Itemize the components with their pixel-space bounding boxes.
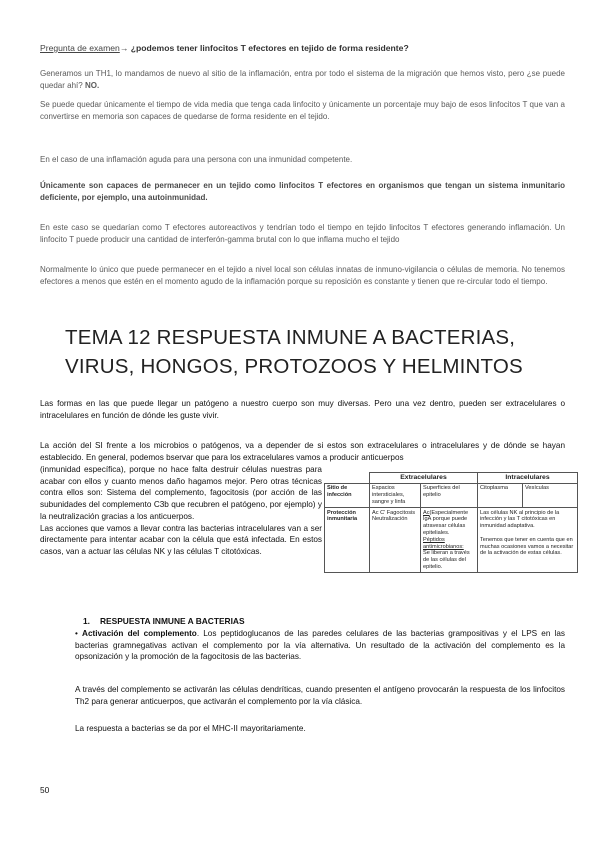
body-paragraph-2: La acción del SI frente a los microbios o patógenos, va a depender de si estos son extracelulares o intracelulares y de dónde se hayan establecido. En general, podemos bservar que para los extracelulares vamos a producir anticuerpos bbox=[40, 441, 565, 462]
section-heading: 1. RESPUESTA INMUNE A BACTERIAS bbox=[83, 616, 245, 626]
pathogen-table bbox=[324, 472, 578, 573]
table-header-extracellular: Extracelulares bbox=[370, 473, 478, 484]
table-header-intracellular: Intracelulares bbox=[478, 473, 578, 484]
page-number: 50 bbox=[40, 785, 50, 795]
section-paragraph-1: • Activación del complemento. Los peptidoglucanos de las paredes celulares de las bacterias grampositivas y el LPS en las bacterias gramnegativas activan el complemento por la vía alternativa. Un resultado de la activación del complemento es la opsonización y la promoción de la fagocitosis de las bacterias. bbox=[75, 629, 565, 662]
exam-question bbox=[40, 43, 565, 53]
grey-paragraph-4: Únicamente son capaces de permanecer en un tejido como linfocitos T efectores en organismos que tengan un sistema inmunitario deficiente, por ejemplo, una autoinmunidad. bbox=[40, 181, 565, 203]
body-paragraph-1: Las formas en las que puede llegar un patógeno a nuestro cuerpo son muy diversas. Pero una vez dentro, pueden ser extracelulares o intracelulares en función de dónde les guste vivir. bbox=[40, 399, 565, 420]
grey-paragraph-2: Se puede quedar únicamente el tiempo de vida media que tenga cada linfocito y únicamente un porcentaje muy bajo de esos linfocitos T que van a convertirse en memoria son capaces de quedarse de forma residente en el tejido. bbox=[40, 100, 565, 122]
section-paragraph-3: La respuesta a bacterias se da por el MHC-II mayoritariamente. bbox=[75, 724, 306, 733]
table-row: Protección inmunitaria Ac C' Fagocitosis Neutralización Ac(Especialmente IgA porque puede atravesar células epiteliales. Péptidos antimicrobianos: Se liberan a través de las células del epitelio. Las células NK al principio de la infección y las T citotóxicas en inmunidad adaptativa. Tenemos que tener en cuenta que en muchas ocasiones vamos a necesitar de la activación de estas células. bbox=[325, 508, 578, 573]
section-paragraph-2: A través del complemento se activarán las células dendríticas, cuando presenten el antígeno provocarán la respuesta de los linfocitos Th2 para generar anticuerpos, que activarán el complemento por la vía clásica. bbox=[75, 685, 565, 706]
grey-paragraph-5: En este caso se quedarían como T efectores autoreactivos y tendrían todo el tiempo en tejido linfocitos T efectores generando inflamación. Un linfocito T puede producir una cantidad de interferón-gamma brutal con lo que inflama mucho el tejido bbox=[40, 223, 565, 245]
table-corner bbox=[325, 473, 370, 484]
grey-paragraph-1: Generamos un TH1, lo mandamos de nuevo al sitio de la inflamación, entra por todo el sistema de la migración que hemos visto, pero ¿se puede quedar ahí? NO. bbox=[40, 69, 565, 91]
grey-paragraph-6: Normalmente lo único que puede permanecer en el tejido a nivel local son células innatas de inmuno-vigilancia o células de memoria. No tenemos efectores a menos que estén en el momento agudo de la inflamación porque su reposición es constante y tienen que re-circular todo el tiempo. bbox=[40, 265, 565, 287]
exam-label: Pregunta de examen bbox=[40, 43, 120, 53]
exam-question-text: ¿podemos tener linfocitos T efectores en tejido de forma residente? bbox=[128, 43, 409, 53]
bullet: • bbox=[75, 629, 78, 638]
grey-paragraph-3: En el caso de una inflamación aguda para una persona con una inmunidad competente. bbox=[40, 155, 353, 164]
chapter-title: TEMA 12 RESPUESTA INMUNE A BACTERIAS, VIRUS, HONGOS, PROTOZOOS Y HELMINTOS bbox=[65, 326, 523, 378]
body-paragraph-2-continued: (inmunidad específica), porque no hace falta destruir células nuestras para acabar con ellos y cuanto menos daño hagamos mejor. Pero otras técnicas contra ellos son: Sistema del complemento, fagocitosis (por acción de las subunidades del complemento C3b que recubren el patógeno, por ejemplo) y la neutralización gracias a los anticuerpos. Las acciones que vamos a llevar contra las bacterias intracelulares van a ser directamente para intentar acabar con la célula que está infectada. En estos casos, van a actuar las células NK y las células T citotóxicas. bbox=[40, 465, 322, 556]
table-row: Sitio de infección Espacios intersticiales, sangre y linfa Superficies del epitelio Citoplasma Vesículas bbox=[325, 483, 578, 507]
arrow-icon: → bbox=[119, 43, 129, 53]
